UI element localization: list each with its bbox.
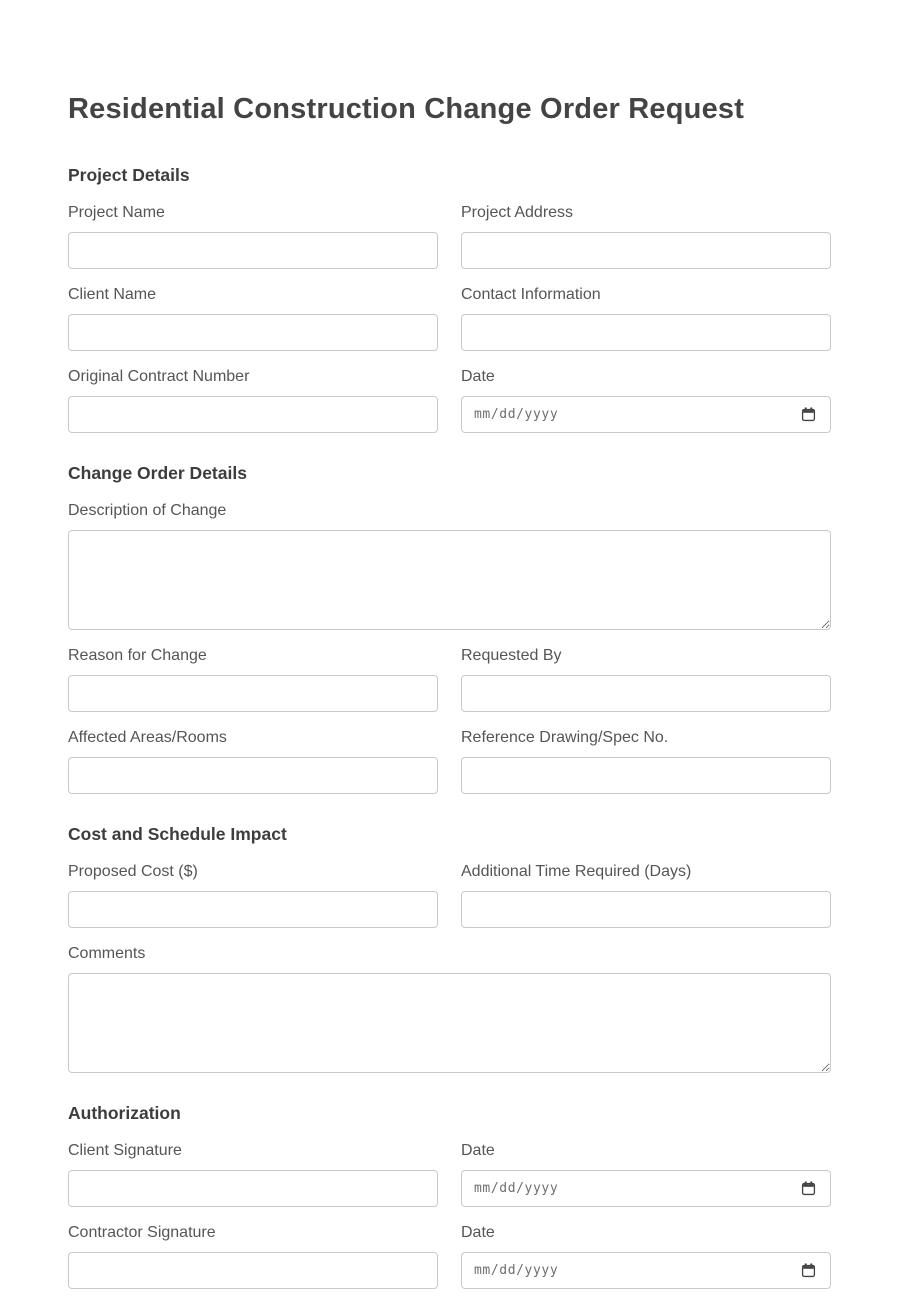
change-order-form bbox=[68, 0, 831, 1299]
calendar-icon[interactable] bbox=[801, 1263, 816, 1278]
contractor-signature-date-label: Date bbox=[461, 1223, 495, 1241]
affected-areas-input[interactable] bbox=[68, 757, 438, 794]
client-signature-date-input[interactable] bbox=[461, 1170, 831, 1207]
field-contractor-signature-date bbox=[461, 1222, 831, 1289]
project-date-input[interactable] bbox=[461, 396, 831, 433]
requested-by-label: Requested By bbox=[461, 646, 562, 664]
project-name-input[interactable] bbox=[68, 232, 438, 269]
description-of-change-label: Description of Change bbox=[68, 501, 227, 519]
field-project-date bbox=[461, 366, 831, 433]
contact-information-input[interactable] bbox=[461, 314, 831, 351]
comments-label: Comments bbox=[68, 944, 146, 962]
contractor-signature-date-input[interactable] bbox=[461, 1252, 831, 1289]
field-affected-areas bbox=[68, 727, 438, 794]
reference-drawing-label: Reference Drawing/Spec No. bbox=[461, 728, 669, 746]
comments-textarea[interactable] bbox=[68, 973, 831, 1073]
client-signature-date-label: Date bbox=[461, 1141, 495, 1159]
project-date-label: Date bbox=[461, 367, 495, 385]
original-contract-number-label: Original Contract Number bbox=[68, 367, 250, 385]
calendar-icon[interactable] bbox=[801, 407, 816, 422]
section-title-change-order-details: Change Order Details bbox=[68, 462, 247, 483]
field-reference-drawing bbox=[461, 727, 831, 794]
description-of-change-textarea[interactable] bbox=[68, 530, 831, 630]
section-change-order-details bbox=[68, 463, 831, 794]
project-address-label: Project Address bbox=[461, 203, 574, 221]
date-placeholder: mm/dd/yyyy bbox=[474, 1262, 559, 1278]
requested-by-input[interactable] bbox=[461, 675, 831, 712]
field-requested-by bbox=[461, 645, 831, 712]
field-contractor-signature bbox=[68, 1222, 438, 1289]
field-client-name bbox=[68, 284, 438, 351]
field-reason-for-change bbox=[68, 645, 438, 712]
field-client-signature bbox=[68, 1140, 438, 1207]
section-title-project-details: Project Details bbox=[68, 164, 190, 185]
affected-areas-label: Affected Areas/Rooms bbox=[68, 728, 227, 746]
field-original-contract-number bbox=[68, 366, 438, 433]
reason-for-change-input[interactable] bbox=[68, 675, 438, 712]
client-signature-input[interactable] bbox=[68, 1170, 438, 1207]
section-title-cost-schedule-impact: Cost and Schedule Impact bbox=[68, 823, 287, 844]
project-address-input[interactable] bbox=[461, 232, 831, 269]
original-contract-number-input[interactable] bbox=[68, 396, 438, 433]
client-name-label: Client Name bbox=[68, 285, 157, 303]
page-title: Residential Construction Change Order Request bbox=[68, 93, 745, 125]
reference-drawing-input[interactable] bbox=[461, 757, 831, 794]
field-contact-information bbox=[461, 284, 831, 351]
additional-time-label: Additional Time Required (Days) bbox=[461, 862, 692, 880]
field-description-of-change bbox=[68, 500, 831, 630]
field-project-name bbox=[68, 202, 438, 269]
field-proposed-cost bbox=[68, 861, 438, 928]
additional-time-input[interactable] bbox=[461, 891, 831, 928]
client-signature-label: Client Signature bbox=[68, 1141, 182, 1159]
section-project-details bbox=[68, 165, 831, 433]
reason-for-change-label: Reason for Change bbox=[68, 646, 207, 664]
field-comments bbox=[68, 943, 831, 1073]
section-authorization bbox=[68, 1103, 831, 1289]
field-client-signature-date bbox=[461, 1140, 831, 1207]
section-title-authorization: Authorization bbox=[68, 1102, 181, 1123]
project-name-label: Project Name bbox=[68, 203, 165, 221]
proposed-cost-input[interactable] bbox=[68, 891, 438, 928]
date-placeholder: mm/dd/yyyy bbox=[474, 406, 559, 422]
contact-information-label: Contact Information bbox=[461, 285, 601, 303]
contractor-signature-input[interactable] bbox=[68, 1252, 438, 1289]
client-name-input[interactable] bbox=[68, 314, 438, 351]
proposed-cost-label: Proposed Cost ($) bbox=[68, 862, 198, 880]
field-additional-time bbox=[461, 861, 831, 928]
section-cost-schedule-impact bbox=[68, 824, 831, 1073]
date-placeholder: mm/dd/yyyy bbox=[474, 1180, 559, 1196]
calendar-icon[interactable] bbox=[801, 1181, 816, 1196]
field-project-address bbox=[461, 202, 831, 269]
contractor-signature-label: Contractor Signature bbox=[68, 1223, 216, 1241]
